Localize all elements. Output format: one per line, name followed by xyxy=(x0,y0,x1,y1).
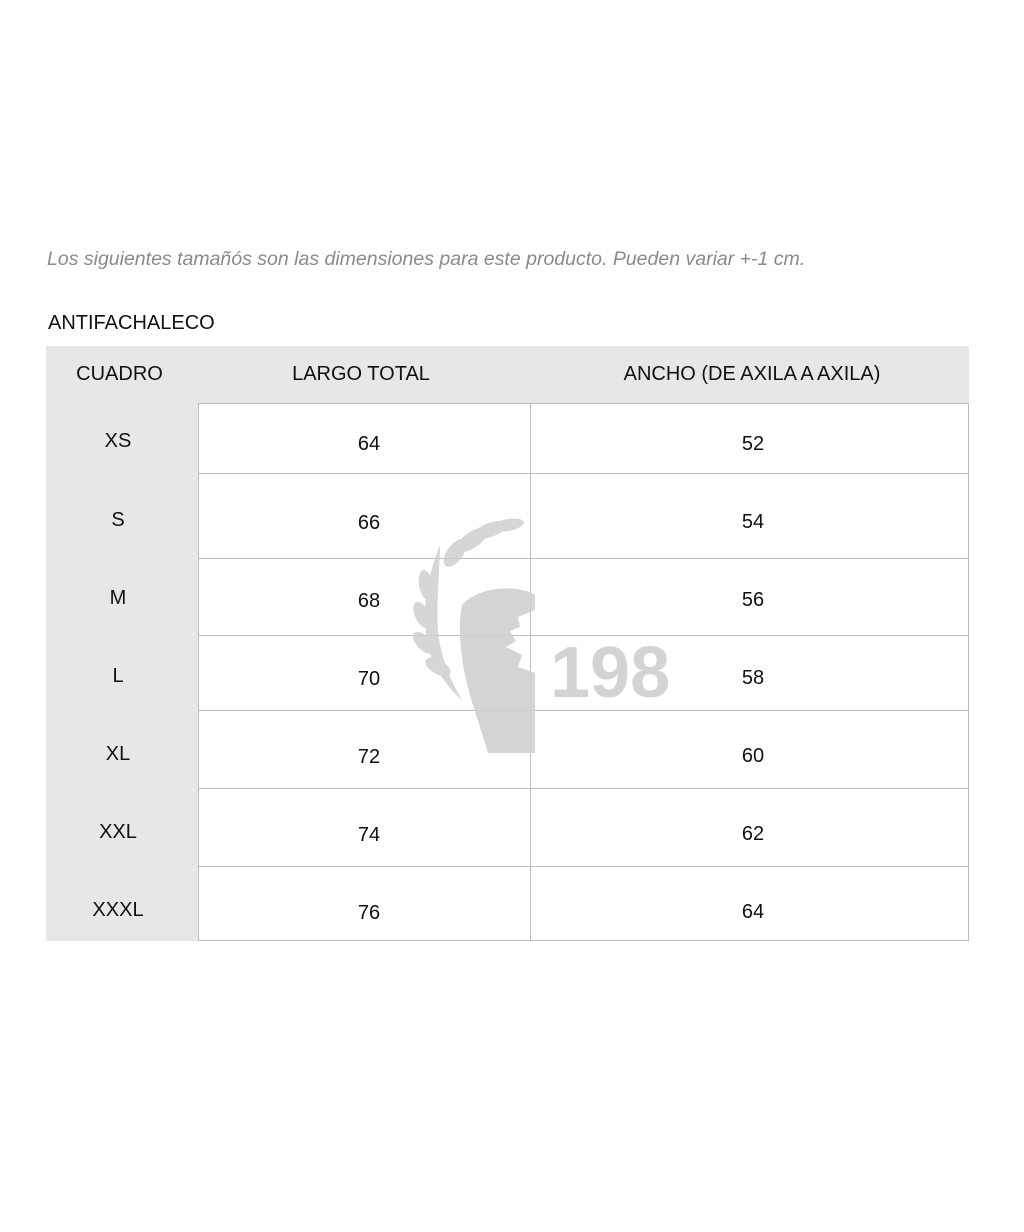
largo-cell: 76 xyxy=(357,902,381,924)
grid-line xyxy=(198,940,969,941)
grid-line xyxy=(198,710,969,711)
largo-cell: 74 xyxy=(357,824,381,846)
size-note: Los siguientes tamañós son las dimensiones para este producto. Pueden variar +-1 cm. xyxy=(47,248,806,270)
grid-line xyxy=(198,788,969,789)
size-cell: L xyxy=(112,665,124,687)
ancho-cell: 52 xyxy=(741,433,765,455)
size-cell: M xyxy=(109,587,127,609)
size-cell: S xyxy=(111,509,125,531)
header-largo-total: LARGO TOTAL xyxy=(292,363,430,385)
ancho-cell: 62 xyxy=(741,823,765,845)
size-cell: XXXL xyxy=(92,899,144,921)
grid-line xyxy=(198,635,969,636)
grid-line xyxy=(198,558,969,559)
largo-cell: 70 xyxy=(357,668,381,690)
size-cell: XXL xyxy=(99,821,137,843)
grid-line xyxy=(198,866,969,867)
largo-cell: 66 xyxy=(357,512,381,534)
size-cell: XS xyxy=(104,430,132,452)
largo-cell: 64 xyxy=(357,433,381,455)
product-name: ANTIFACHALECO xyxy=(48,312,215,334)
largo-cell: 72 xyxy=(357,746,381,768)
ancho-cell: 56 xyxy=(741,589,765,611)
grid-line xyxy=(198,403,969,404)
ancho-cell: 54 xyxy=(741,511,765,533)
watermark-number: 198 xyxy=(550,633,671,713)
grid-line xyxy=(198,473,969,474)
ancho-cell: 58 xyxy=(741,667,765,689)
header-cuadro: CUADRO xyxy=(76,363,163,385)
size-table xyxy=(46,346,969,941)
ancho-cell: 60 xyxy=(741,745,765,767)
largo-cell: 68 xyxy=(357,590,381,612)
header-ancho: ANCHO (DE AXILA A AXILA) xyxy=(623,363,881,385)
ancho-cell: 64 xyxy=(741,901,765,923)
size-cell: XL xyxy=(105,743,131,765)
